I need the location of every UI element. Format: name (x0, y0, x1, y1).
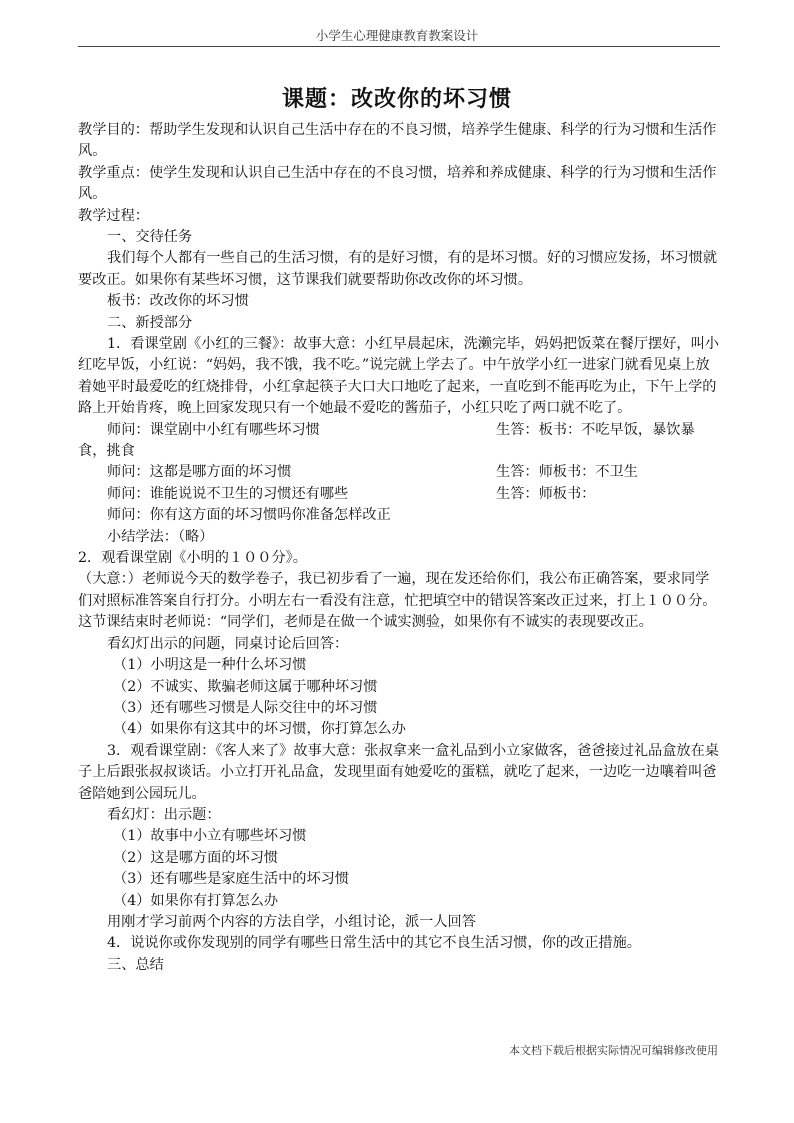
qa-row-2 (78, 462, 720, 483)
slide-1-question-2: （2）不诚实、欺骗老师这属于哪种坏习惯 (113, 678, 378, 695)
slide-1-question-4: （4）如果你有这其中的坏习惯，你打算怎么办 (113, 721, 406, 738)
teacher-question: 师问：谁能说说不卫生的习惯还有哪些 (107, 485, 349, 502)
slide-2-question-4: （4）如果你有打算怎么办 (113, 892, 279, 909)
slide-2-question-1: （1）故事中小立有哪些坏习惯 (113, 828, 307, 845)
section-2-heading: 二、新授部分 (107, 314, 193, 331)
teacher-question: 师问：课堂剧中小红有哪些坏习惯 (107, 421, 320, 438)
teaching-goal: 教学目的：帮助学生发现和认识自己生活中存在的不良习惯，培养学生健康、科学的行为习惯和生活作风。 (78, 122, 717, 160)
qa-row-1-continued: 食，挑食 (78, 443, 135, 460)
section-3-heading: 三、总结 (107, 956, 164, 973)
item-1-story: 1．看课堂剧《小红的三餐》：故事大意：小红早晨起床，洗濑完毕，妈妈把饭菜在餐厅摆好，叫小红吃早饭，小红说：“妈妈，我不饿，我不吃。”说完就上学去了。中午放学小红一进家门就看见桌上放着她平时最爱吃的红烧排骨，小红拿起筷子大口大口地吃了起来，一直吃到不能再吃为止，下午上学的路上开始肯疼，晚上回家发现只有一个她最不爱吃的酱茄子，小红只吃了两口就不吃了。 (78, 336, 719, 417)
student-answer: 生答：师板书：不卫生 (496, 464, 638, 481)
teaching-focus: 教学重点：使学生发现和认识自己生活中存在的不良习惯，培养和养成健康、科学的行为习惯和生活作风。 (78, 164, 717, 203)
slide-1-question-3: （3）还有哪些习惯是人际交往中的坏习惯 (113, 699, 378, 716)
section-1-text: 我们每个人都有一些自己的生活习惯，有的是好习惯，有的是坏习惯。好的习惯应发扬，坏习惯就要改正。如果你有某些坏习惯，这节课我们就要帮助你改改你的坏习惯。 (78, 250, 718, 288)
item-3-story: 3．观看课堂剧：《客人来了》故事大意：张叔拿来一盒礼品到小立家做客，爸爸接过礼品盒放在桌子上后跟张叔叔谈话。小立打开礼品盒，发现里面有她爱吃的蛋糕，就吃了起来，一边吃一边嚷着叫爸爸陪她到公园玩儿。 (78, 742, 719, 802)
summary-method: 小结学法：（略） (107, 528, 214, 545)
item-4-text: 4．说说你或你发现别的同学有哪些日常生活中的其它不良生活习惯，你的改正措施。 (107, 935, 641, 952)
header-rule (78, 46, 720, 47)
lesson-title: 课题：改改你的坏习惯 (281, 86, 512, 112)
student-answer: 生答：板书：不吃早饭，暴饮暴 (496, 421, 695, 438)
page-footer: 本文档下载后根据实际情况可编辑修改使用 (509, 1044, 718, 1057)
item-2-story: （大意：）老师说今天的数学卷子，我已初步看了一遍，现在发还给你们，我公布正确答案，要求同学们对照标准答案自行打分。小明左右一看没有注意，忙把填空中的错误答案改正过来，打上１００分。这节课结束时老师说：“同学们，老师是在做一个诚实测验，如果你有不诚实的表现要改正。 (78, 571, 717, 631)
lesson-body (78, 120, 720, 976)
self-study-instruction: 用刚才学习前两个内容的方法自学，小组讨论，派一人回答 (107, 913, 476, 930)
slide-2-question-2: （2）这是哪方面的坏习惯 (113, 849, 279, 866)
teacher-question: 师问：这都是哪方面的坏习惯 (107, 464, 292, 481)
slide-2-question-3: （3）还有哪些是家庭生活中的坏习惯 (113, 871, 350, 888)
student-answer: 生答：师板书： (496, 485, 596, 502)
teacher-question-4: 师问：你有这方面的坏习惯吗你准备怎样改正 (107, 507, 391, 524)
page-header: 小学生心理健康教育教案设计 (315, 28, 479, 43)
teaching-process-label: 教学过程： (78, 207, 149, 224)
item-2-title: 2．观看课堂剧《小明的１００分》。 (78, 550, 307, 567)
board-writing: 板书：改改你的坏习惯 (107, 293, 249, 310)
slide-2-intro: 看幻灯：出示题： (107, 806, 221, 823)
slide-1-question-1: （1）小明这是一种什么坏习惯 (113, 657, 307, 674)
qa-row-1 (78, 420, 720, 441)
slide-1-intro: 看幻灯出示的问题，同桌讨论后回答： (107, 635, 349, 652)
qa-row-3 (78, 484, 720, 505)
section-1-heading: 一、交待任务 (107, 229, 193, 246)
